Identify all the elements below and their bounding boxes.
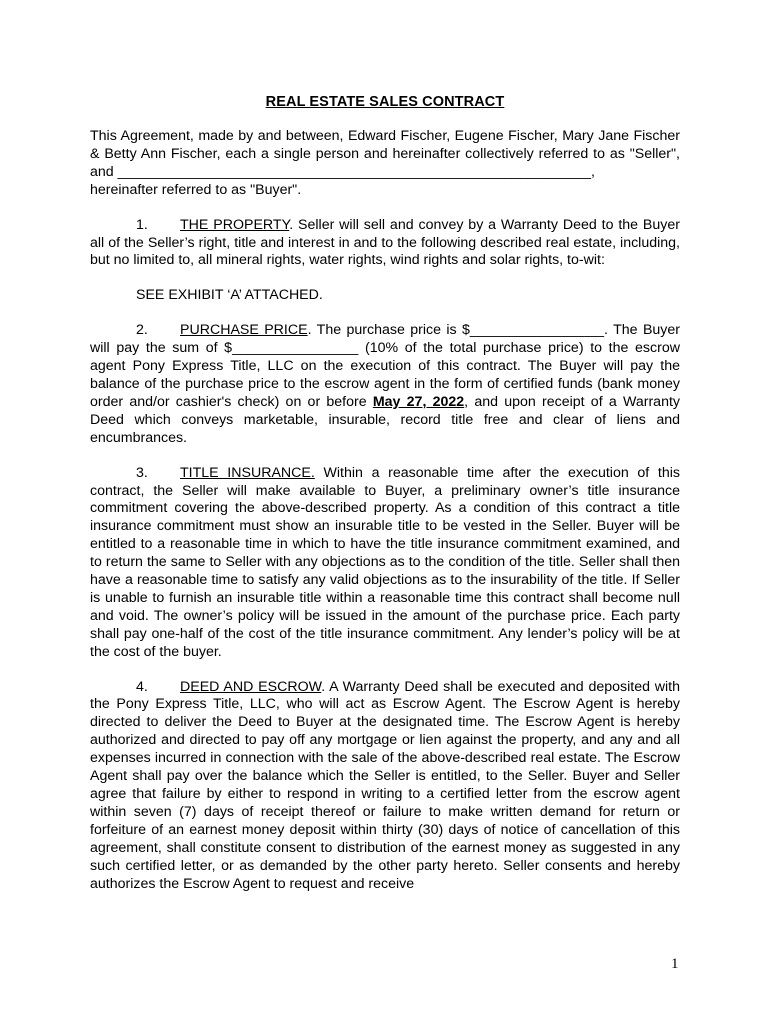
exhibit-text: SEE EXHIBIT ‘A’ ATTACHED.	[136, 287, 323, 304]
page-title: REAL ESTATE SALES CONTRACT	[265, 94, 505, 110]
closing-date: May 27, 2022	[372, 393, 465, 410]
section-heading: DEED AND ESCROW	[180, 678, 322, 695]
section-purchase-price	[90, 322, 680, 447]
section-text: . A Warranty Deed shall be executed and deposited with the Pony Express Title, LLC, who will act as Escrow Agent. The Escrow Agent is hereby directed to deliver the Deed to Buyer at the designated time. The Escrow Agent is hereby authorized and directed to pay off any mortgage or lien against the property, and any and all expenses incurred in connection with the sale of the above-described real estate. The Escrow Agent shall pay over the balance which the Seller is entitled, to the Seller. Buyer and Seller agree that failure by either to respond in writing to a certified letter from the escrow agent within seven (7) days of receipt thereof or failure to make written demand for return or forfeiture of an earnest money deposit within thirty (30) days of notice of cancellation of this agreement, shall constitute consent to distribution of the earnest money as suggested in any such certified letter, or as demanded by the other party hereto. Seller consents and hereby authorizes the Escrow Agent to request and receive	[90, 678, 680, 892]
section-heading: PURCHASE PRICE	[180, 322, 308, 339]
section-number: 1.	[136, 216, 148, 233]
section-number: 2.	[136, 322, 148, 339]
section-deed-escrow	[90, 679, 680, 894]
page-number: 1	[671, 956, 679, 972]
section-property	[90, 217, 680, 271]
intro-paragraph	[90, 128, 680, 200]
section-number: 3.	[136, 464, 148, 481]
exhibit-paragraph	[90, 287, 680, 305]
section-text: . The purchase price is $_________________. The Buyer will pay the sum of $________________ (10% of the total purchase price) to the escrow agent Pony Express Title, LLC on the execution of this contract. The Buyer will pay the balance of the purchase price to the escrow agent in the form of certified funds (bank money order and/or cashier's check) on or before	[90, 322, 681, 410]
intro-text: This Agreement, made by and between, Edward Fischer, Eugene Fischer, Mary Jane Fischer & Betty Ann Fischer, each a single person and hereinafter collectively referred to as "Seller", and ____________________________________________________________,	[90, 128, 680, 180]
section-text: . Seller will sell and convey by a Warranty Deed to the Buyer all of the Seller’s right, title and interest in and to the following described real estate, including, but no limited to, all mineral rights, water rights, wind rights and solar rights, to-wit:	[90, 216, 680, 269]
section-heading: THE PROPERTY	[180, 216, 290, 233]
intro-text-continued: hereinafter referred to as "Buyer".	[90, 181, 302, 198]
document-body	[90, 128, 680, 893]
section-title-insurance	[90, 465, 680, 662]
section-text: Within a reasonable time after the execution of this contract, the Seller will make available to Buyer, a preliminary owner’s title insurance commitment covering the above-described property. As a condition of this contract a title insurance commitment must show an insurable title to be vested in the Seller. Buyer will be entitled to a reasonable time in which to have the title insurance commitment examined, and to return the same to Seller with any objections as to the condition of the title. Seller shall then have a reasonable time to satisfy any valid objections as to the insurability of the title. If Seller is unable to furnish an insurable title within a reasonable time this contract shall become null and void. The owner’s policy will be issued in the amount of the purchase price. Each party shall pay one-half of the cost of the title insurance commitment. Any lender’s policy will be at the cost of the buyer.	[90, 464, 680, 660]
section-heading: TITLE INSURANCE.	[180, 464, 315, 481]
section-number: 4.	[136, 678, 148, 695]
section-text-continued: , and upon receipt of a Warranty Deed which conveys marketable, insurable, record title free and clear of liens and encumbrances.	[90, 393, 680, 446]
